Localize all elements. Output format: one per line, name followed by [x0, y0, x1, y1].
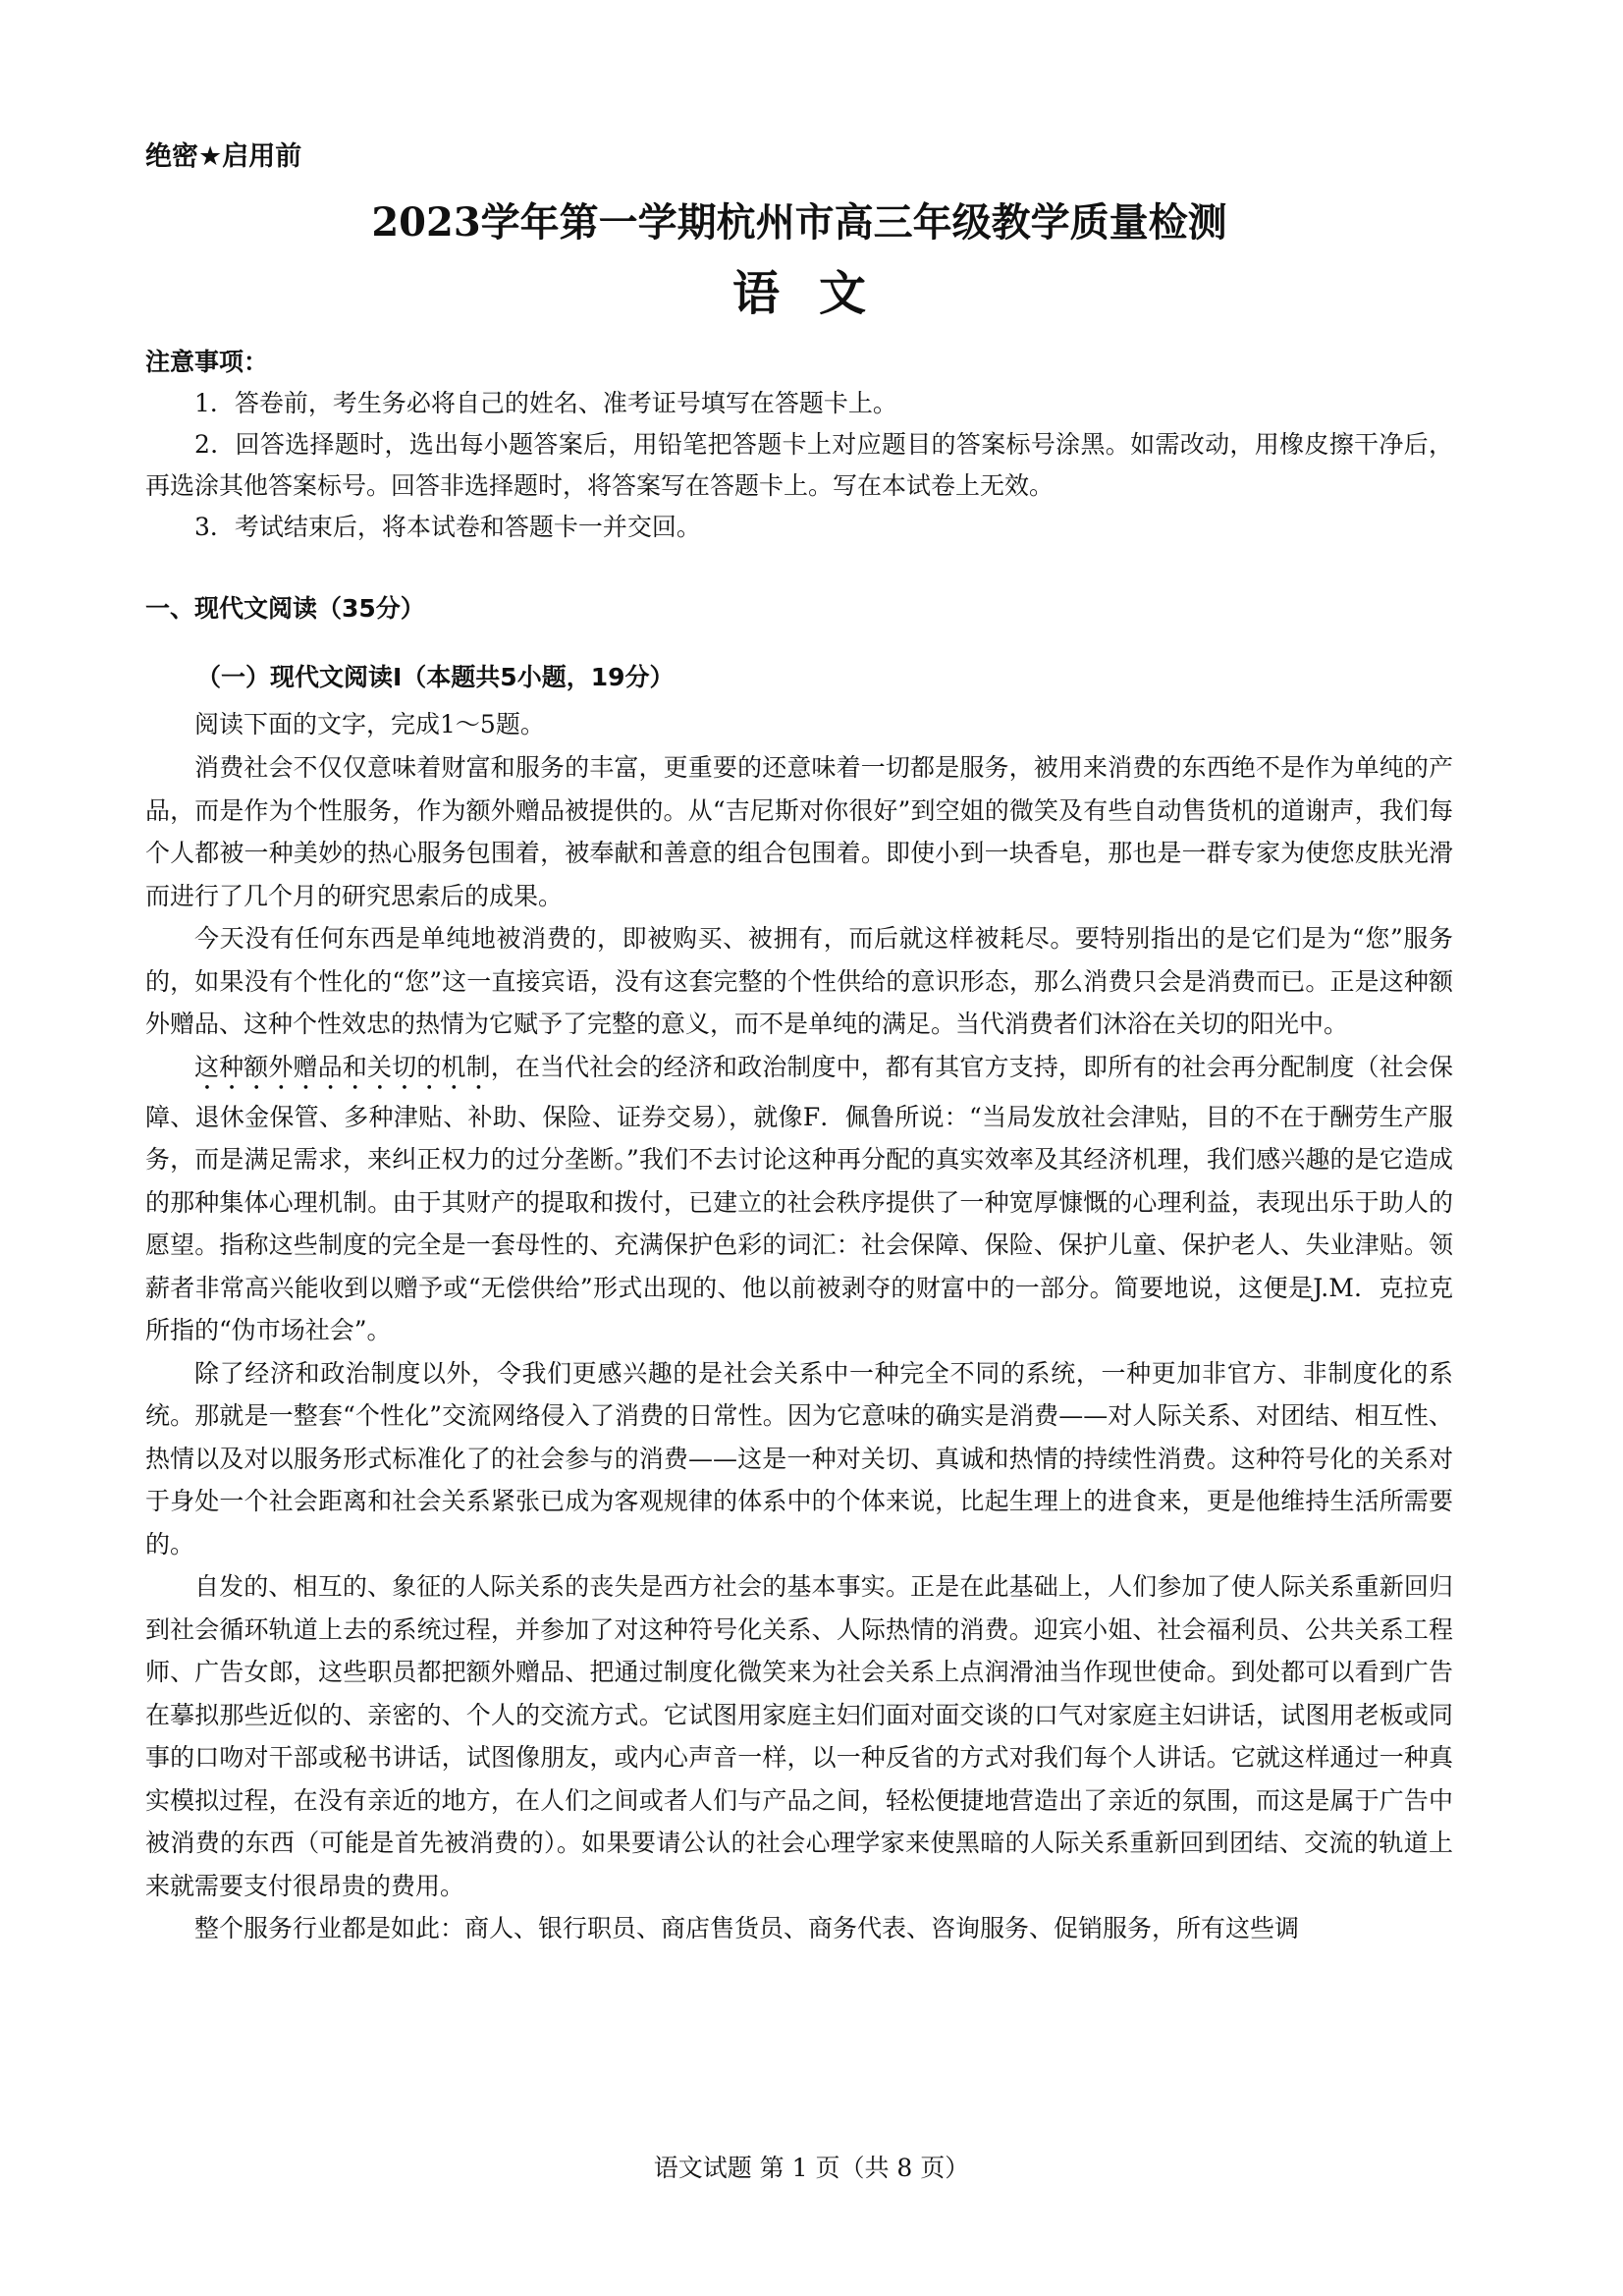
notice-item: 1．答卷前，考生务必将自己的姓名、准考证号填写在答题卡上。: [194, 389, 897, 417]
subject-title: 语文: [731, 266, 905, 321]
notice-item: 2．回答选择题时，选出每小题答案后，用铅笔把答题卡上对应题目的答案标号涂黑。如需改动，用橡皮擦干净后，再选涂其他答案标号。回答非选择题时，将答案写在答题卡上。写在本试卷上无效。: [145, 430, 1453, 500]
exam-title: 2023学年第一学期杭州市高三年级教学质量检测: [371, 199, 1227, 246]
passage-paragraph: 除了经济和政治制度以外，令我们更感兴趣的是社会关系中一种完全不同的系统，一种更加非官方、非制度化的系统。那就是一整套“个性化”交流网络侵入了消费的日常性。因为它意味的确实是消费——对人际关系、对团结、相互性、热情以及对以服务形式标准化了的社会参与的消费——这是一种对关切、真诚和热情的持续性消费。这种符号化的关系对于身处一个社会距离和社会关系紧张已成为客观规律的体系中的个体来说，比起生理上的进食来，更是他维持生活所需要的。: [145, 1358, 1453, 1558]
confidential-label: 绝密★启用前: [145, 141, 302, 172]
passage-paragraph: 自发的、相互的、象征的人际关系的丧失是西方社会的基本事实。正是在此基础上，人们参加了使人际关系重新回归到社会循环轨道上去的系统过程，并参加了对这种符号化关系、人际热情的消费。迎宾小姐、社会福利员、公共关系工程师、广告女郎，这些职员都把额外赠品、把通过制度化微笑来为社会关系上点润滑油当作现世使命。到处都可以看到广告在摹拟那些近似的、亲密的、个人的交流方式。它试图用家庭主妇们面对面交谈的口气对家庭主妇讲话，试图用老板或同事的口吻对干部或秘书讲话，试图像朋友，或内心声音一样，以一种反省的方式对我们每个人讲话。它就这样通过一种真实模拟过程，在没有亲近的地方，在人们之间或者人们与产品之间，轻松便捷地营造出了亲近的氛围，而这是属于广告中被消费的东西（可能是首先被消费的）。如果要请公认的社会心理学家来使黑暗的人际关系重新回到团结、交流的轨道上来就需要支付很昂贵的费用。: [145, 1572, 1453, 1900]
section-heading: 一、现代文阅读（35分）: [145, 594, 425, 623]
reading-instruction: 阅读下面的文字，完成1～5题。: [194, 710, 545, 738]
page-footer: 语文试题 第 1 页（共 8 页）: [653, 2154, 970, 2182]
notice-section: [145, 342, 1453, 548]
emphasized-phrase: 这种额外赠品和关切的机制: [194, 1052, 491, 1081]
passage-paragraph: 整个服务行业都是如此：商人、银行职员、商店售货员、商务代表、咨询服务、促销服务，所有这些调: [194, 1914, 1300, 1942]
passage-paragraph: [145, 1046, 1453, 1352]
reading-passage: [145, 746, 1453, 1950]
notice-heading: 注意事项：: [145, 348, 269, 376]
notice-item: 3．考试结束后，将本试卷和答题卡一并交回。: [194, 513, 701, 541]
passage-text: ，在当代社会的经济和政治制度中，都有其官方支持，即所有的社会再分配制度（社会保障、退休金保管、多种津贴、补助、保险、证券交易），就像F．佩鲁所说：“当局发放社会津贴，目的不在于酬劳生产服务，而是满足需求，来纠正权力的过分垄断。”我们不去讨论这种再分配的真实效率及其经济机理，我们感兴趣的是它造成的那种集体心理机制。由于其财产的提取和拨付，已建立的社会秩序提供了一种宽厚慷慨的心理利益，表现出乐于助人的愿望。指称这些制度的完全是一套母性的、充满保护色彩的词汇：社会保障、保险、保护儿童、保护老人、失业津贴。领薪者非常高兴能收到以赠予或“无偿供给”形式出现的、他以前被剥夺的财富中的一部分。简要地说，这便是J.M．克拉克所指的“伪市场社会”。: [145, 1052, 1453, 1344]
exam-page: [145, 137, 1453, 1950]
passage-paragraph: 今天没有任何东西是单纯地被消费的，即被购买、被拥有，而后就这样被耗尽。要特别指出的是它们是为“您”服务的，如果没有个性化的“您”这一直接宾语，没有这套完整的个性供给的意识形态，那么消费只会是消费而已。正是这种额外赠品、这种个性效忠的热情为它赋予了完整的意义，而不是单纯的满足。当代消费者们沐浴在关切的阳光中。: [145, 924, 1453, 1038]
sub-section-heading: （一）现代文阅读Ⅰ（本题共5小题，19分）: [196, 663, 675, 691]
passage-paragraph: 消费社会不仅仅意味着财富和服务的丰富，更重要的还意味着一切都是服务，被用来消费的东西绝不是作为单纯的产品，而是作为个性服务，作为额外赠品被提供的。从“吉尼斯对你很好”到空姐的微笑及有些自动售货机的道谢声，我们每个人都被一种美妙的热心服务包围着，被奉献和善意的组合包围着。即使小到一块香皂，那也是一群专家为使您皮肤光滑而进行了几个月的研究思索后的成果。: [145, 753, 1453, 910]
